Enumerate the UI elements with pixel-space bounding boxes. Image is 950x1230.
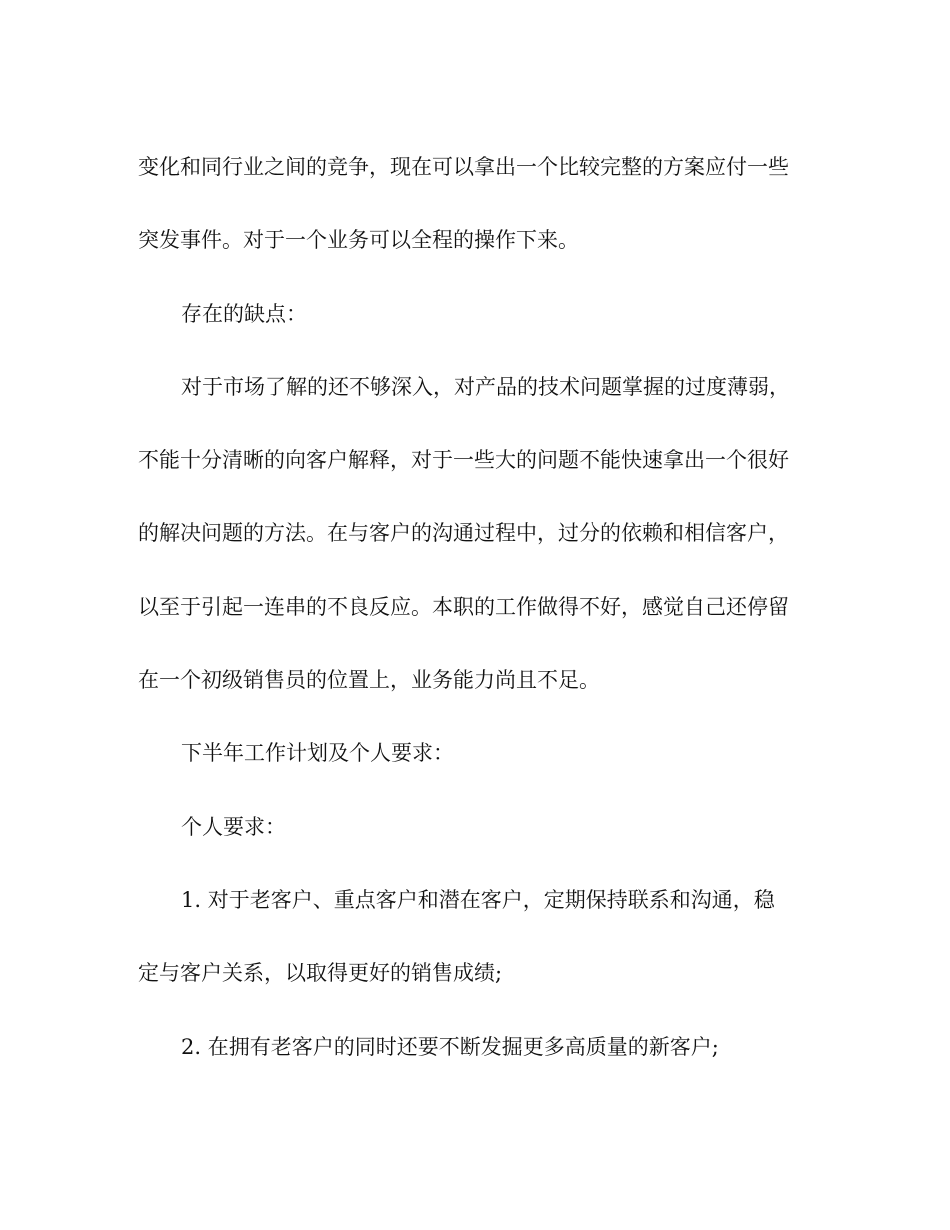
document-body	[138, 131, 818, 1084]
paragraph-shortcomings	[138, 351, 818, 717]
text-line: 存在的缺点：	[181, 301, 307, 326]
text-line: 个人要求：	[181, 814, 286, 839]
text-line: 突发事件。对于一个业务可以全程的操作下来。	[138, 228, 579, 253]
list-item-2	[138, 1011, 818, 1084]
text-line: 2. 在拥有老客户的同时还要不断发掘更多高质量的新客户;	[181, 1034, 719, 1059]
text-line: 以至于引起一连串的不良反应。本职的工作做得不好，感觉自己还停留	[138, 594, 789, 619]
text-line: 对于市场了解的还不够深入，对产品的技术问题掌握的过度薄弱，	[181, 374, 790, 399]
text-line: 下半年工作计划及个人要求：	[181, 741, 454, 766]
text-line: 不能十分清晰的向客户解释，对于一些大的问题不能快速拿出一个很好	[138, 448, 789, 473]
heading-work-plan	[138, 717, 818, 790]
heading-shortcomings	[138, 278, 818, 351]
text-line: 在一个初级销售员的位置上，业务能力尚且不足。	[138, 668, 600, 693]
list-item-1	[138, 864, 818, 1011]
paragraph-competition	[138, 131, 818, 278]
text-line: 的解决问题的方法。在与客户的沟通过程中，过分的依赖和相信客户，	[138, 521, 789, 546]
text-line: 1. 对于老客户、重点客户和潜在客户，定期保持联系和沟通，稳	[181, 887, 775, 912]
text-line: 定与客户关系，以取得更好的销售成绩;	[138, 961, 503, 986]
heading-personal-requirements	[138, 791, 818, 864]
text-line: 变化和同行业之间的竞争，现在可以拿出一个比较完整的方案应付一些	[138, 155, 789, 179]
